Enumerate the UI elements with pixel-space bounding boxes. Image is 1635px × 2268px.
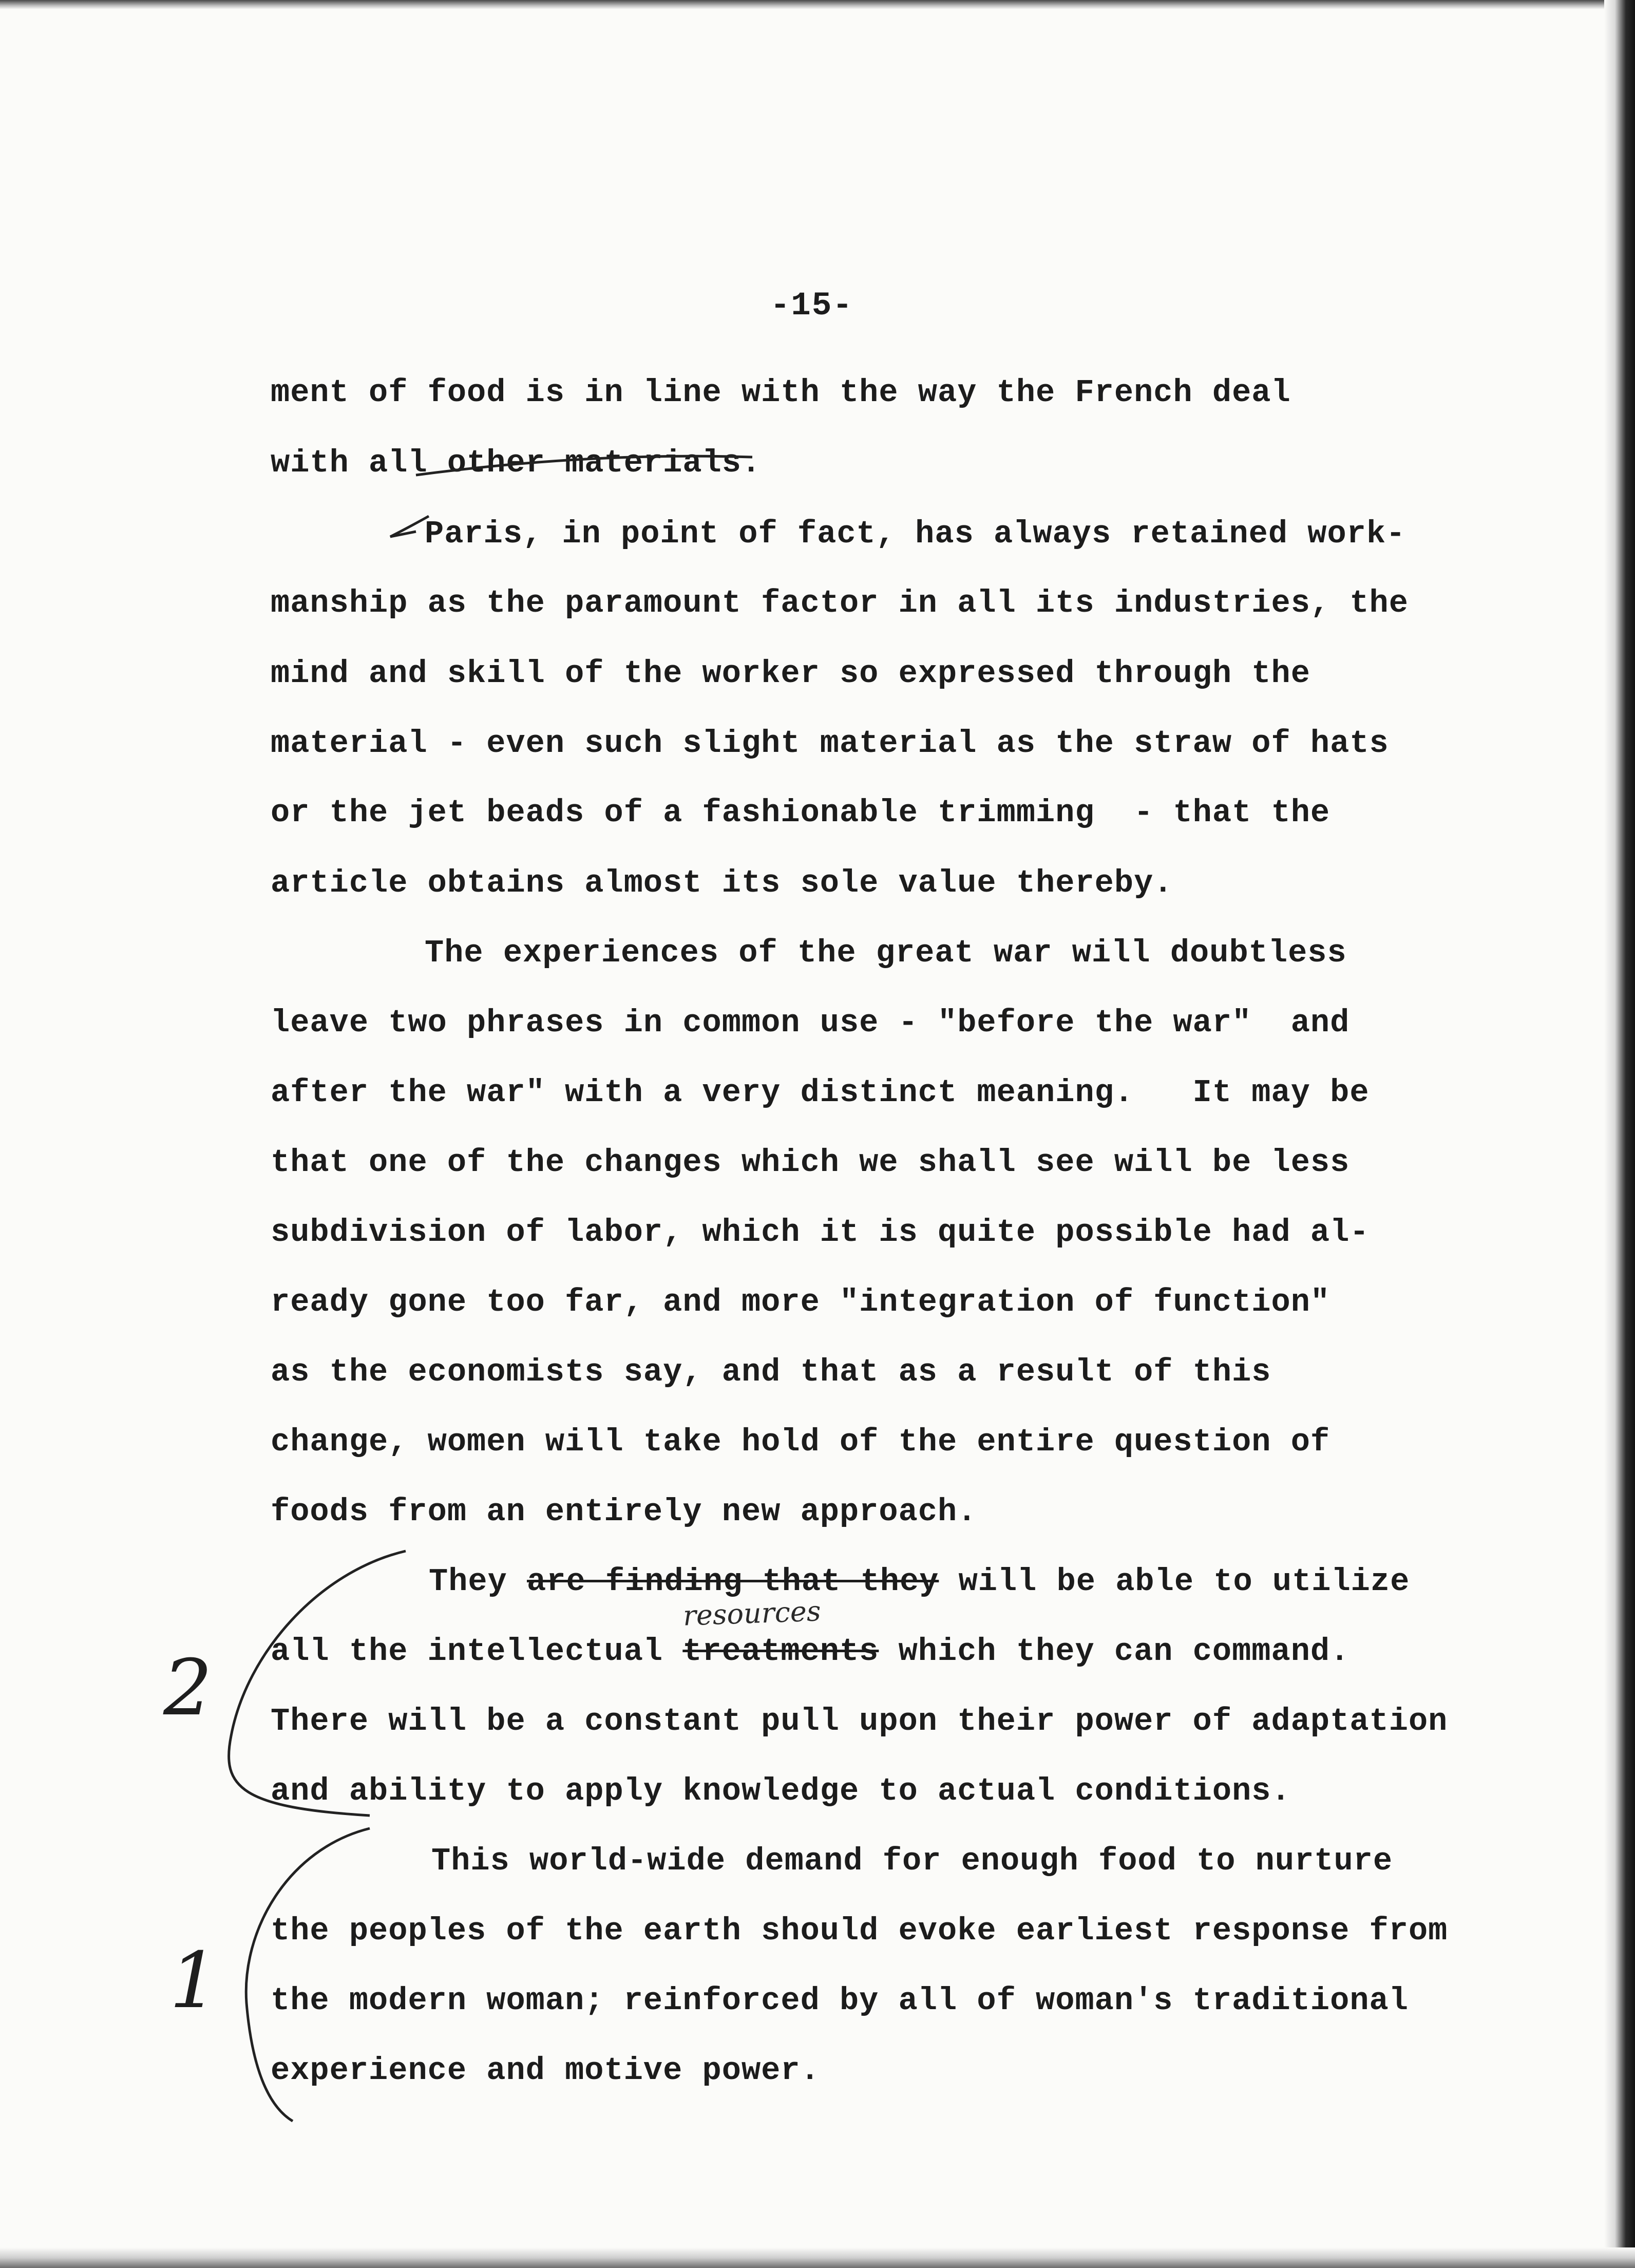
- text-line: or the jet beads of a fashionable trimming - that the: [271, 795, 1330, 831]
- margin-number: 1: [169, 1936, 219, 2026]
- text-segment: will be able to utilize: [939, 1563, 1410, 1600]
- text-line: mind and skill of the worker so expressed through the: [271, 655, 1310, 692]
- margin-number: 2: [163, 1643, 213, 1733]
- text-line: manship as the paramount factor in all its industries, the: [271, 585, 1409, 621]
- text-segment: They: [429, 1563, 527, 1600]
- text-line: that one of the changes which we shall see will be less: [271, 1144, 1350, 1181]
- text-line: There will be a constant pull upon their power of adaptation: [271, 1703, 1448, 1740]
- text-line: subdivision of labor, which it is quite possible had al-: [271, 1214, 1370, 1251]
- text-line-with-strikeout: [429, 1561, 1410, 1602]
- page-number: -15-: [770, 288, 853, 325]
- struck-text: are finding that they: [527, 1563, 939, 1600]
- text-line: and ability to apply knowledge to actual conditions.: [271, 1773, 1291, 1809]
- scan-edge-top: [0, 0, 1635, 9]
- handwritten-insertion: resources: [682, 1595, 822, 1632]
- text-segment: which they can command.: [879, 1633, 1350, 1670]
- text-line: after the war" with a very distinct meaning. It may be: [271, 1074, 1370, 1111]
- text-line: article obtains almost its sole value thereby.: [271, 865, 1173, 901]
- text-line: as the economists say, and that as a result of this: [271, 1354, 1271, 1390]
- text-line: This world-wide demand for enough food to nurture: [431, 1843, 1393, 1879]
- text-line: material - even such slight material as the straw of hats: [271, 725, 1389, 762]
- text-line: foods from an entirely new approach.: [271, 1494, 977, 1530]
- paragraph-mark: [390, 516, 429, 537]
- scan-edge-bottom: [0, 2247, 1635, 2268]
- text-line: ment of food is in line with the way the French deal: [271, 374, 1291, 411]
- text-line-with-strikeout: [271, 1631, 1349, 1672]
- text-line: change, women will take hold of the entire question of: [271, 1424, 1330, 1460]
- struck-text: treatments: [682, 1633, 879, 1670]
- text-line: the modern woman; reinforced by all of woman's traditional: [271, 1982, 1409, 2019]
- text-line: The experiences of the great war will doubtless: [425, 935, 1347, 971]
- scan-edge-right: [1604, 0, 1635, 2268]
- text-line: ready gone too far, and more "integration of function": [271, 1284, 1330, 1320]
- text-line: the peoples of the earth should evoke earliest response from: [271, 1913, 1448, 1949]
- text-line: Paris, in point of fact, has always retained work-: [425, 516, 1406, 552]
- text-line: leave two phrases in common use - "before the war" and: [271, 1005, 1350, 1041]
- text-line: experience and motive power.: [271, 2052, 820, 2089]
- text-line: with all other materials.: [271, 445, 762, 481]
- text-segment: all the intellectual: [271, 1633, 683, 1670]
